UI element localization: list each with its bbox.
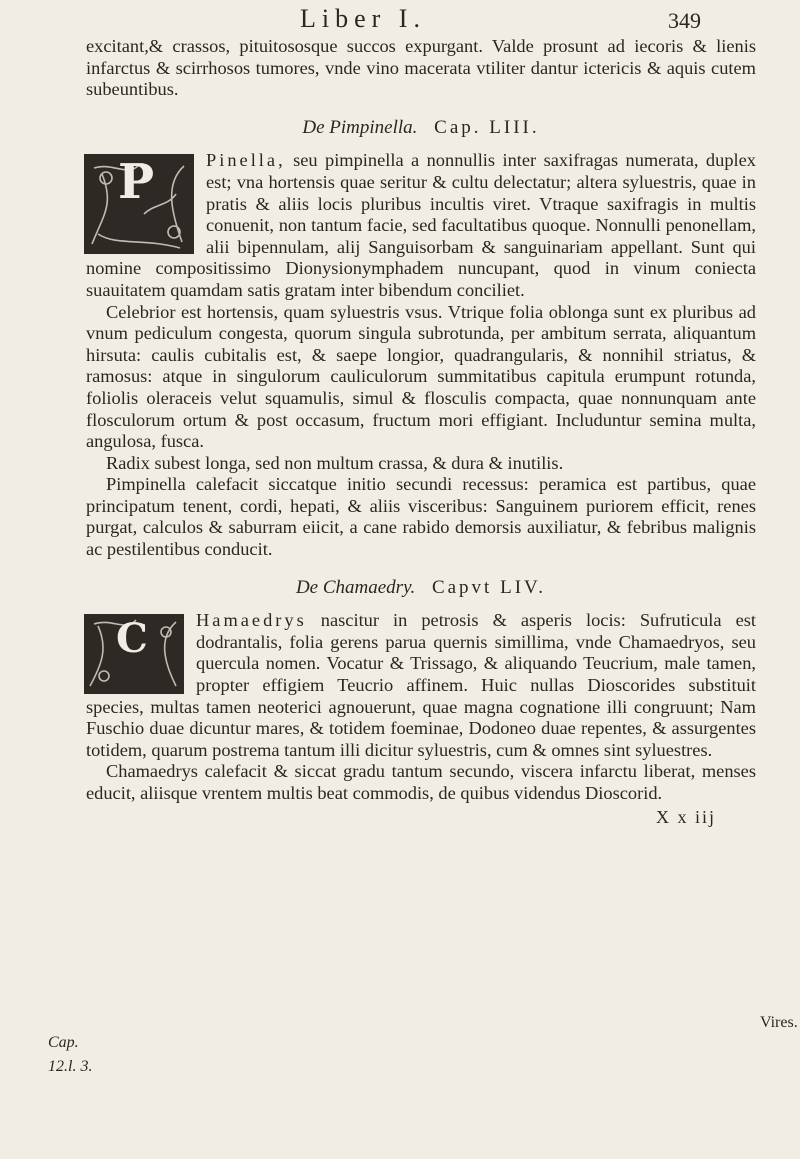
margin-note-cap: Cap. <box>48 1034 79 1051</box>
initial-letter: C <box>116 615 148 663</box>
chapter-53-paragraph-2: Celebrior est hortensis, quam syluestris vsus. Vtrique folia oblonga sunt ex pluribus ad vnum pediculum congesta, quorum singula subrotunda, per ambitum serrata, aliquantum hirsuta: caulis cubitalis est, & saepe longior, quadrangularis, & nonnihil striatus, & ramosus: atque in singulorum cauliculorum summitatibus capitula erumpunt rotunda, foliolis oleraceis velut squamulis, simul & flosculis compacta, quae nonnunquam ante flosculorum ortum & post occasum, fructum mori effigiant. Includuntur semina multa, angulosa, fusca. <box>86 301 756 452</box>
chapter-54-text-1: nascitur in petrosis & asperis locis: Sufruticula est dodrantalis, folia gerens parua quernis simillima, vnde Chamaedryos, seu quercula nomen. Vocatur & Trissago, & aliquando Teucrium, male tamen, propter effigiem Teucrio affinem. Huic nullas Dioscorides substituit species, multas tamen neoterici agnouerunt, quae magna cognatione illi congruunt; Nam Fuschio duae dicuntur mares, & totidem foeminae, Dodoneo duae repentes, & assurgentes totidem, quarum postrema tantum illi dicitur syluestris, cum & omnes sint syluestres. <box>86 610 756 760</box>
chapter-53-paragraph-4: Pimpinella calefacit siccatque initio secundi recessus: peramica est partibus, quae principatum tenent, cordi, hepati, & aliis visceribus: Sanguinem puriorem efficit, renes purgat, calculos & saburram eiicit, a cane rabido demorsis auxiliatur, & febribus malignis ac pestilentibus conducit. <box>86 474 756 560</box>
main-text <box>86 36 756 828</box>
paragraph-continuation: excitant,& crassos, pituitososque succos expurgant. Valde prosunt ad iecoris & lienis infarctus & scirrhosos tumores, vnde vino macerata vtiliter dantur ictericis & aquis cutem subeuntibus. <box>86 36 756 100</box>
chapter-53-lead-word: Pinella, <box>206 150 286 171</box>
page-number: 349 <box>668 8 701 33</box>
chapter-53-title: De Pimpinella. <box>302 116 418 138</box>
chapter-54-title: De Chamaedry. <box>295 576 416 598</box>
chapter-53-number: Cap. LIII. <box>434 116 540 138</box>
chapter-53-paragraph-3: Radix subest longa, sed non multum crassa, & dura & inutilis. <box>106 452 564 473</box>
chapter-54-paragraph-2: Chamaedrys calefacit & siccat gradu tantum secundo, viscera infarctu liberat, menses educit, aliisque vrentem multis beat commodis, de quibus videndus Dioscorid. <box>86 761 756 803</box>
decorated-initial-P-icon <box>84 154 194 254</box>
initial-letter: P <box>118 154 155 211</box>
chapter-54-paragraph-1 <box>86 610 756 761</box>
margin-note-reference: 12.l. 3. <box>48 1058 93 1075</box>
decorated-initial-C-icon <box>84 614 184 694</box>
chapter-53-text-1: seu pimpinella a nonnullis inter saxifragas numerata, duplex est; vna hortensis quae seritur & cultu delectatur; altera syluestris, quae in pratis & aliis locis pluribus incultis viret. Vtraque saxifragis in multis conuenit, non tantum facie, sed facultatibus quoque. Nonnulli penonellam, alii bipennulam, alij Sanguisorbam & sanguinariam appellant. Sunt qui nomine compositissimo Dionysionymphadem nuncupant, quod in vinum coniecta suauitatem quamdam satis gratam inter bibendum conciliet. <box>86 150 756 300</box>
signature-mark: X x iij <box>655 806 716 827</box>
page-header <box>0 4 800 40</box>
margin-note-vires: Vires. <box>760 1014 798 1031</box>
chapter-54-number: Capvt LIV. <box>431 576 547 598</box>
chapter-54-heading <box>86 577 756 599</box>
chapter-53-body <box>86 150 756 560</box>
chapter-54-body <box>86 610 756 804</box>
running-title: Liber I. <box>300 4 426 33</box>
chapter-53-heading <box>86 117 756 139</box>
chapter-54-lead-word: Hamaedrys <box>196 610 307 631</box>
